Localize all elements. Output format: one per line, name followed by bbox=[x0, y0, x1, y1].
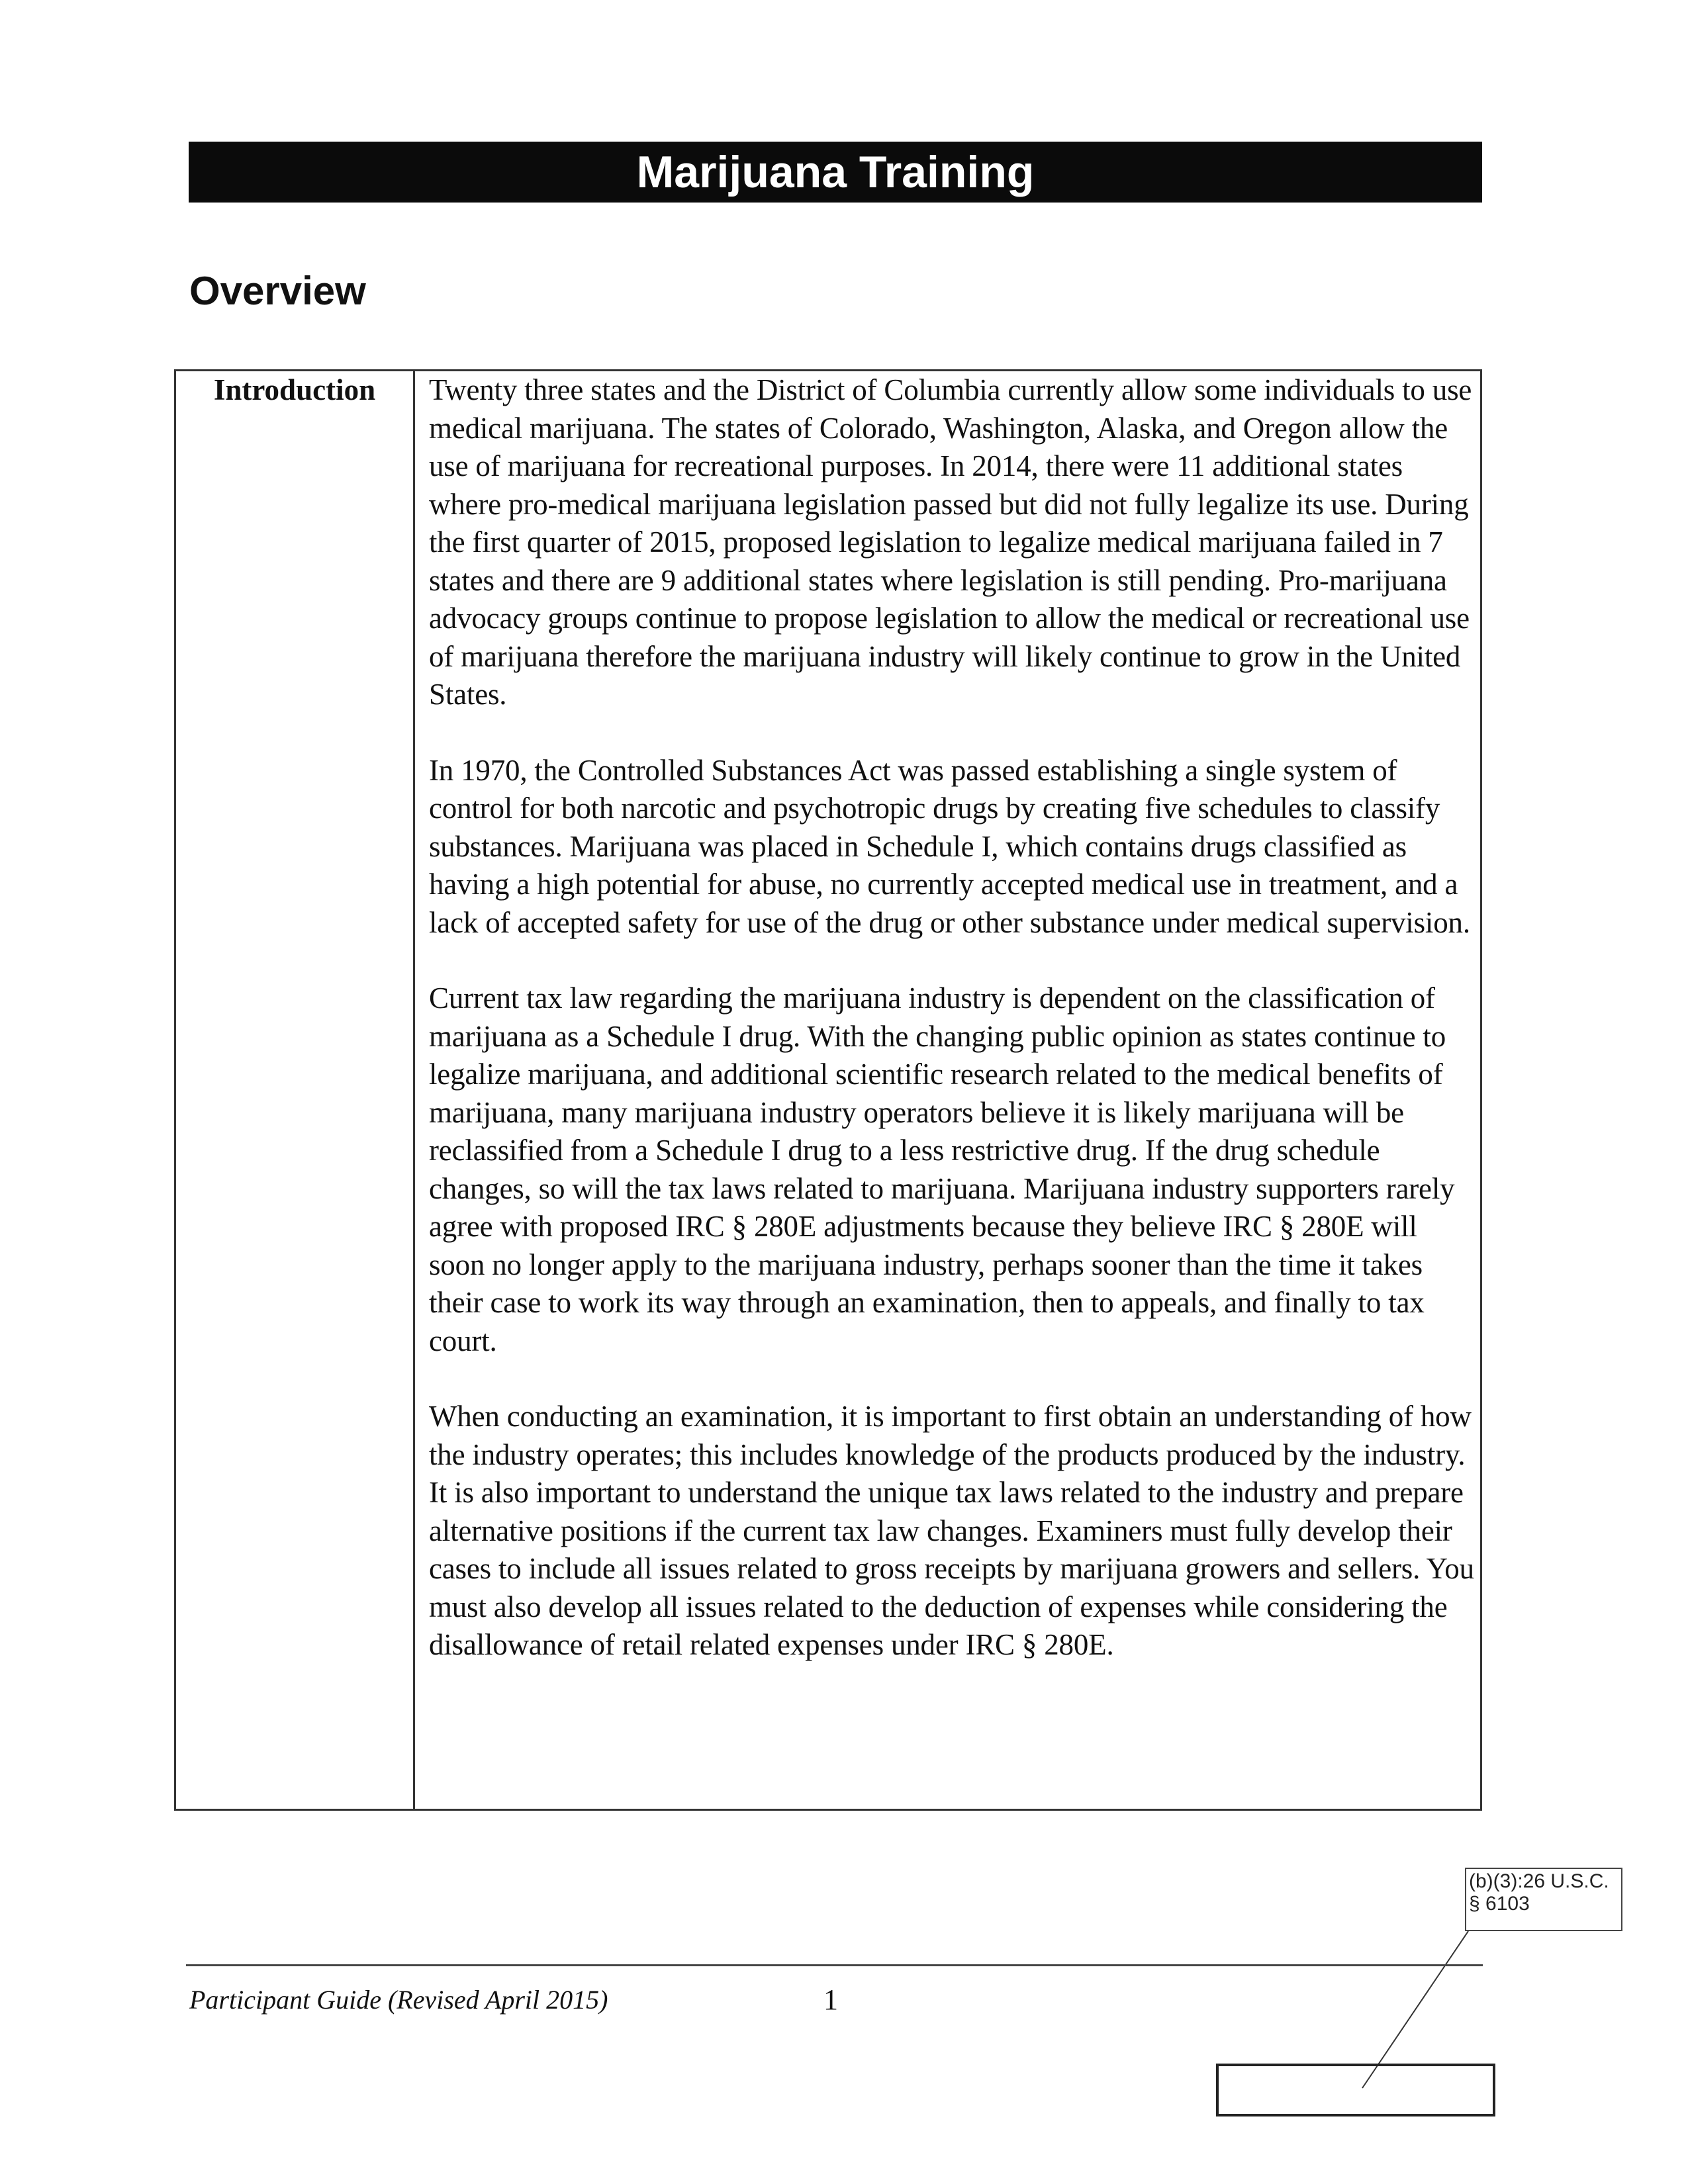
footer-guide-text: Participant Guide (Revised April 2015) bbox=[189, 1985, 608, 2015]
row-label-introduction: Introduction bbox=[213, 373, 376, 406]
page-number: 1 bbox=[823, 1983, 838, 2016]
document-title: Marijuana Training bbox=[636, 147, 1035, 197]
section-heading: Overview bbox=[189, 269, 366, 313]
row-body-introduction bbox=[429, 371, 1475, 1702]
document-title-bar bbox=[189, 142, 1482, 203]
redaction-note-line: § 6103 bbox=[1469, 1893, 1530, 1915]
paragraph: Twenty three states and the District of Columbia currently allow some individuals to use medical marijuana. The states of Colorado, Washington, Alaska, and Oregon allow the use of marijuana for recreational purposes. In 2014, there were 11 additional states where pro-medical marijuana legislation passed but did not fully legalize its use. During the first quarter of 2015, proposed legislation to legalize medical marijuana failed in 7 states and there are 9 additional states where legislation is still pending. Pro-marijuana advocacy groups continue to propose legislation to allow the medical or recreational use of marijuana therefore the marijuana industry will likely continue to grow in the United States. bbox=[429, 373, 1472, 711]
footer-divider bbox=[186, 1964, 1483, 1966]
table-column-divider bbox=[413, 371, 415, 1809]
redaction-annotation bbox=[1465, 1868, 1622, 1931]
redaction-box bbox=[1216, 2064, 1495, 2116]
paragraph: Current tax law regarding the marijuana industry is dependent on the classification of marijuana as a Schedule I drug. With the changing public opinion as states continue to legalize marijuana, and additional scientific research related to the medical benefits of marijuana, many marijuana industry operators believe it is likely marijuana will be reclassified from a Schedule I drug to a less restrictive drug. If the drug schedule changes, so will the tax laws related to marijuana. Marijuana industry supporters rarely agree with proposed IRC § 280E adjustments because they believe IRC § 280E will soon no longer apply to the marijuana industry, perhaps sooner than the time it takes their case to work its way through an examination, then to appeals, and finally to tax court. bbox=[429, 981, 1455, 1357]
paragraph: In 1970, the Controlled Substances Act was passed establishing a single system of control for both narcotic and psychotropic drugs by creating five schedules to classify substances. Marijuana was placed in Schedule I, which contains drugs classified as having a high potential for abuse, no currently accepted medical use in treatment, and a lack of accepted safety for use of the drug or other substance under medical supervision. bbox=[429, 753, 1470, 939]
content-table bbox=[174, 369, 1482, 1811]
redaction-note-line: (b)(3):26 U.S.C. bbox=[1469, 1870, 1609, 1892]
paragraph: When conducting an examination, it is important to first obtain an understanding of how the industry operates; this includes knowledge of the products produced by the industry. It is also important to understand the unique tax laws related to the industry and prepare alternative positions if the current tax law changes. Examiners must fully develop their cases to include all issues related to gross receipts by marijuana growers and sellers. You must also develop all issues related to the deduction of expenses while considering the disallowance of retail related expenses under IRC § 280E. bbox=[429, 1400, 1474, 1661]
